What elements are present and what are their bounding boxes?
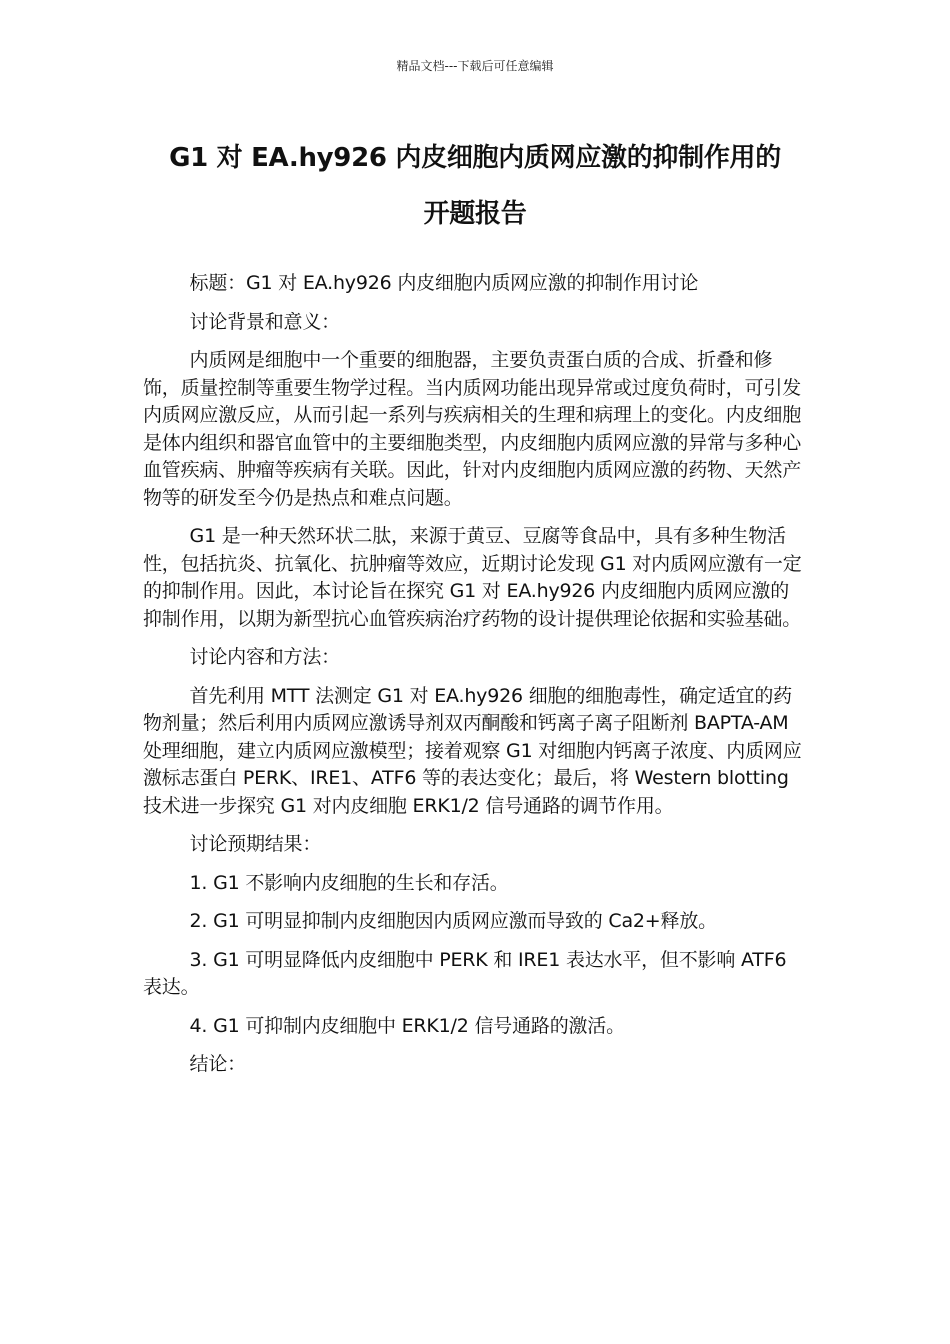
methods-heading: 讨论内容和方法： [189, 646, 340, 668]
background-heading: 讨论背景和意义： [189, 310, 340, 333]
background-paragraph-2: G1 是一种天然环状二肽，来源于黄豆、豆腐等食品中，具有多种生物活性，包括抗炎、抗氧化、抗肿瘤等效应，近期讨论发现 G1 对内质网应激有一定的抑制作用。因此，本讨论旨在探究 G1 对 EA.hy926 内皮细胞内质网应激的抑制作用，以期为新型抗心血管疾病治疗药物的设计提供理论依据和实验基础。 [143, 525, 802, 630]
results-heading: 讨论预期结果： [189, 833, 322, 855]
methods-paragraph: 首先利用 MTT 法测定 G1 对 EA.hy926 细胞的细胞毒性，确定适宜的药物剂量；然后利用内质网应激诱导剂双丙酮酸和钙离子离子阻断剂 BAPTA-AM 处理细胞，建立内质网应激模型；接着观察 G1 对细胞内钙离子浓度、内质网应激标志蛋白 PERK、IRE1、ATF6 等的表达变化；最后，将 Western blotting 技术进一步探究 G1 对内皮细胞 ERK1/2 信号通路的调节作用。 [143, 684, 802, 817]
document-title [100, 130, 850, 242]
result-item-3: 3. G1 可明显降低内皮细胞中 PERK 和 IRE1 表达水平，但不影响 ATF6 表达。 [143, 948, 787, 998]
result-item-2: 2. G1 可明显抑制内皮细胞因内质网应激而导致的 Ca2+释放。 [189, 910, 717, 932]
subject-line: 标题：G1 对 EA.hy926 内皮细胞内质网应激的抑制作用讨论 [189, 272, 699, 294]
document-body [143, 270, 807, 1090]
conclusion-heading: 结论： [189, 1053, 246, 1075]
page-header-note: 精品文档---下载后可任意编辑 [396, 59, 554, 73]
document-title-line-2: 开题报告 [423, 199, 527, 229]
result-item-1: 1. G1 不影响内皮细胞的生长和存活。 [189, 871, 509, 894]
result-item-4: 4. G1 可抑制内皮细胞中 ERK1/2 信号通路的激活。 [189, 1014, 625, 1037]
background-paragraph-1: 内质网是细胞中一个重要的细胞器，主要负责蛋白质的合成、折叠和修饰，质量控制等重要生物学过程。当内质网功能出现异常或过度负荷时，可引发内质网应激反应，从而引起一系列与疾病相关的生理和病理上的变化。内皮细胞是体内组织和器官血管中的主要细胞类型，内皮细胞内质网应激的异常与多种心血管疾病、肿瘤等疾病有关联。因此，针对内皮细胞内质网应激的药物、天然产物等的研发至今仍是热点和难点问题。 [143, 349, 802, 509]
document-title-line-1: G1 对 EA.hy926 内皮细胞内质网应激的抑制作用的 [169, 143, 781, 173]
